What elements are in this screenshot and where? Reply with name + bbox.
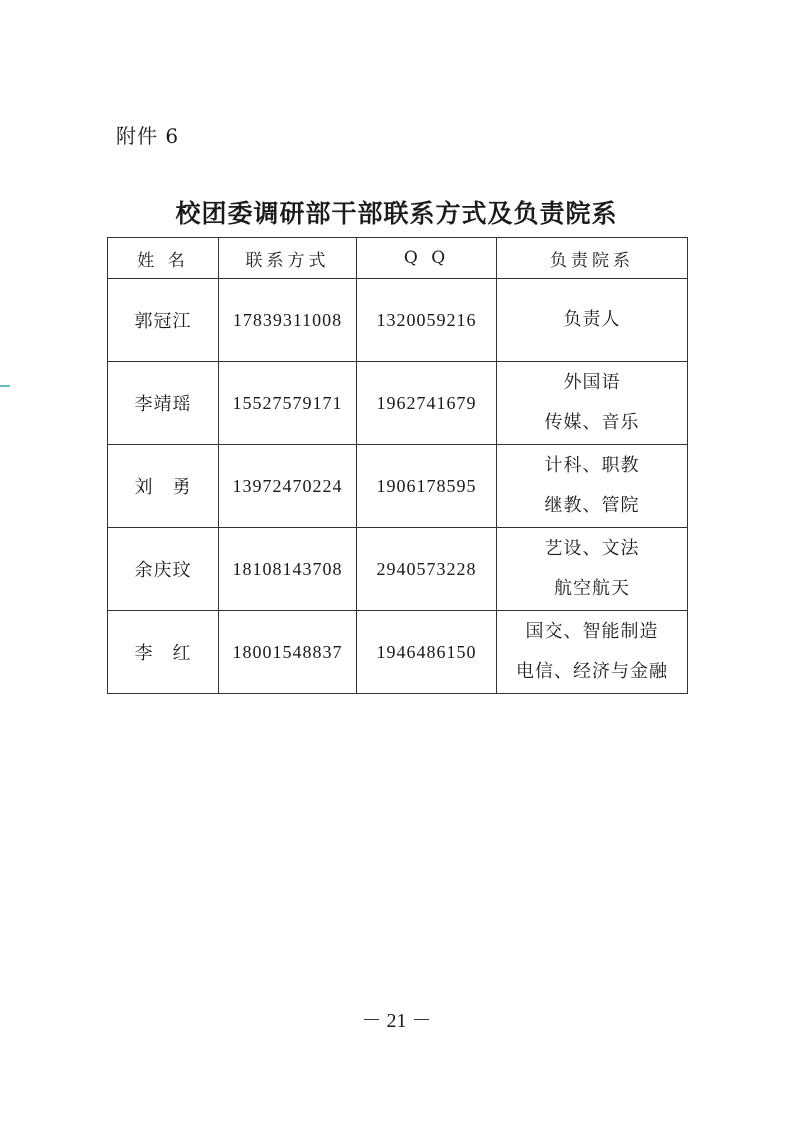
table-row [108, 445, 688, 528]
table-header-row [108, 238, 688, 279]
member-qq: 1946486150 [357, 611, 497, 694]
document-title: 校团委调研部干部联系方式及负责院系 [175, 199, 618, 228]
member-department [497, 362, 688, 445]
member-qq: 1906178595 [357, 445, 497, 528]
department-line: 艺设、文法 [544, 538, 640, 559]
table-row [108, 528, 688, 611]
header-department: 负责院系 [497, 238, 688, 279]
member-name: 刘 勇 [108, 445, 219, 528]
contacts-table [107, 237, 688, 694]
member-phone: 17839311008 [219, 279, 357, 362]
member-department [497, 528, 688, 611]
member-name: 余庆玟 [108, 528, 219, 611]
table-row [108, 279, 688, 362]
member-qq: 1320059216 [357, 279, 497, 362]
attachment-label: 附件 6 [116, 124, 180, 148]
member-name: 郭冠江 [108, 279, 219, 362]
department-line: 负责人 [563, 309, 621, 330]
member-name: 李靖瑶 [108, 362, 219, 445]
member-qq: 1962741679 [357, 362, 497, 445]
table-row [108, 611, 688, 694]
department-line: 航空航天 [554, 578, 630, 599]
header-contact: 联系方式 [219, 238, 357, 279]
member-department [497, 279, 688, 362]
member-department [497, 445, 688, 528]
department-line: 电信、经济与金融 [516, 661, 668, 682]
member-name: 李 红 [108, 611, 219, 694]
scan-edge-mark [0, 385, 10, 387]
department-line: 国交、智能制造 [525, 621, 659, 642]
page-number: － 21 － [361, 1010, 432, 1032]
department-line: 计科、职教 [544, 455, 640, 476]
member-qq: 2940573228 [357, 528, 497, 611]
department-line: 传媒、音乐 [544, 412, 640, 433]
header-qq: Q Q [357, 238, 497, 279]
member-phone: 15527579171 [219, 362, 357, 445]
department-line: 继教、管院 [544, 495, 640, 516]
header-name: 姓 名 [108, 238, 219, 279]
member-department [497, 611, 688, 694]
member-phone: 18001548837 [219, 611, 357, 694]
member-phone: 13972470224 [219, 445, 357, 528]
table-row [108, 362, 688, 445]
member-phone: 18108143708 [219, 528, 357, 611]
department-line: 外国语 [563, 372, 621, 393]
